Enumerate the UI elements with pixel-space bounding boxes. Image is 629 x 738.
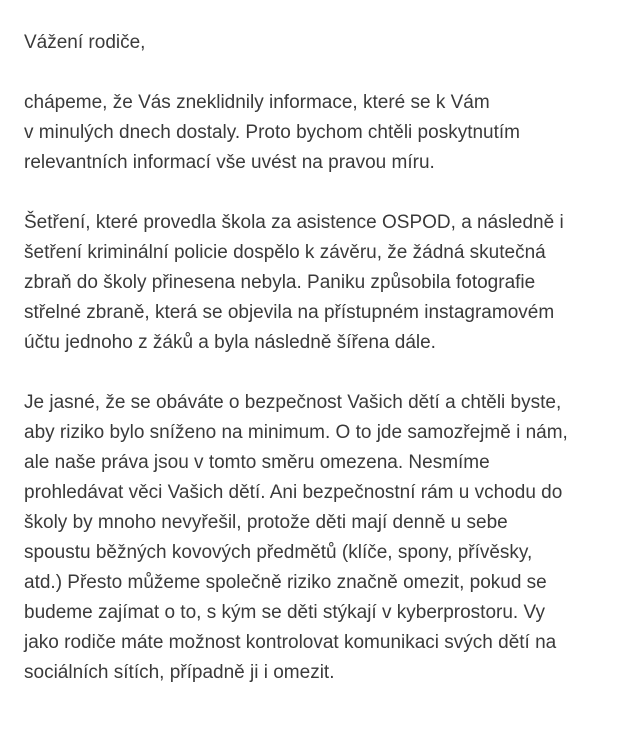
paragraph-line: sociálních sítích, případně ji i omezit.	[24, 662, 335, 683]
paragraph-line: relevantních informací vše uvést na pravou míru.	[24, 152, 435, 173]
paragraph-line: atd.) Přesto můžeme společně riziko značně omezit, pokud se	[24, 572, 547, 593]
paragraph-line: šetření kriminální policie dospělo k závěru, že žádná skutečná	[24, 242, 546, 263]
paragraph-line: budeme zajímat o to, s kým se děti stýkají v kyberprostoru. Vy	[24, 602, 545, 623]
paragraph-line: aby riziko bylo sníženo na minimum. O to jde samozřejmě i nám,	[24, 422, 568, 443]
salutation: Vážení rodiče,	[24, 32, 146, 53]
paragraph-line: chápeme, že Vás zneklidnily informace, které se k Vám	[24, 92, 490, 113]
paragraph-line: střelné zbraně, která se objevila na přístupném instagramovém	[24, 302, 555, 323]
paragraph-line: prohledávat věci Vašich dětí. Ani bezpečnostní rám u vchodu do	[24, 482, 563, 503]
paragraph-investigation	[24, 208, 615, 358]
paragraph-line: zbraň do školy přinesena nebyla. Paniku způsobila fotografie	[24, 272, 536, 293]
paragraph-line: jako rodiče máte možnost kontrolovat komunikaci svých dětí na	[24, 632, 557, 653]
paragraph-line: účtu jednoho z žáků a byla následně šířena dále.	[24, 332, 436, 353]
paragraph-line: školy by mnoho nevyřešil, protože děti mají denně u sebe	[24, 512, 508, 533]
paragraph-line: Je jasné, že se obáváte o bezpečnost Vašich dětí a chtěli byste,	[24, 392, 562, 413]
paragraph-safety	[24, 388, 615, 688]
paragraph-understanding	[24, 88, 615, 178]
paragraph-line: Šetření, které provedla škola za asistence OSPOD, a následně i	[24, 212, 564, 233]
paragraph-line: spoustu běžných kovových předmětů (klíče, spony, přívěsky,	[24, 542, 533, 563]
paragraph-line: ale naše práva jsou v tomto směru omezena. Nesmíme	[24, 452, 490, 473]
paragraph-line: v minulých dnech dostaly. Proto bychom chtěli poskytnutím	[24, 122, 520, 143]
